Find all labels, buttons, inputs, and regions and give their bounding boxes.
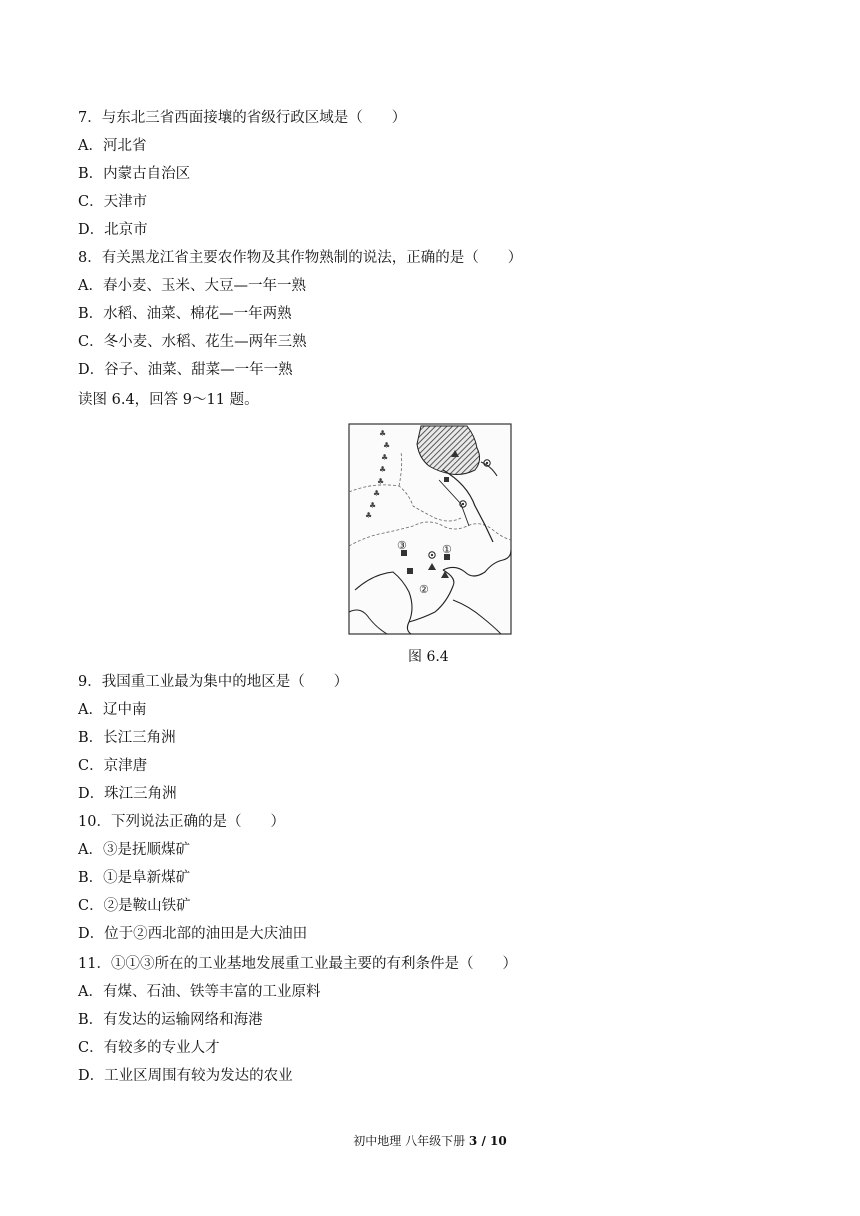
question-11-option-d: D．工业区周围有较为发达的农业	[78, 1068, 293, 1084]
question-7-option-d: D．北京市	[78, 222, 148, 238]
svg-text:♣: ♣	[369, 501, 377, 510]
question-8-option-b: B．水稻、油菜、棉花—一年两熟	[78, 306, 292, 322]
question-11-option-b: B．有发达的运输网络和海港	[78, 1012, 263, 1028]
figure-caption: 图 6.4	[408, 649, 449, 665]
page-footer	[0, 1132, 860, 1150]
label-3: ③	[397, 539, 407, 552]
question-10-option-b: B．①是阜新煤矿	[78, 870, 191, 886]
question-8-option-c: C．冬小麦、水稻、花生—两年三熟	[78, 334, 307, 350]
question-9-option-a: A．辽中南	[78, 702, 147, 718]
instruction-text: 读图 6.4，回答 9～11 题。	[78, 392, 259, 408]
question-8-option-a: A．春小麦、玉米、大豆—一年一熟	[78, 278, 306, 294]
question-9-stem: 9．我国重工业最为集中的地区是（ ）	[78, 674, 349, 690]
label-2: ②	[419, 583, 429, 596]
question-10-stem: 10．下列说法正确的是（ ）	[78, 814, 285, 830]
svg-text:♣: ♣	[379, 465, 387, 474]
question-10-option-c: C．②是鞍山铁矿	[78, 898, 191, 914]
svg-text:♣: ♣	[365, 511, 373, 520]
question-11-option-a: A．有煤、石油、铁等丰富的工业原料	[78, 984, 321, 1000]
question-9-option-b: B．长江三角洲	[78, 730, 176, 746]
svg-text:♣: ♣	[377, 477, 385, 486]
question-9-option-d: D．珠江三角洲	[78, 786, 177, 802]
map-drawing	[343, 422, 515, 638]
question-8-option-d: D．谷子、油菜、甜菜—一年一熟	[78, 362, 293, 378]
question-7-option-b: B．内蒙古自治区	[78, 166, 191, 182]
question-11-option-c: C．有较多的专业人才	[78, 1040, 220, 1056]
label-1: ①	[442, 543, 452, 556]
question-10-option-a: A．③是抚顺煤矿	[78, 842, 190, 858]
question-9-option-c: C．京津唐	[78, 758, 148, 774]
question-7-option-a: A．河北省	[78, 138, 147, 154]
mine-square-2	[407, 568, 413, 574]
svg-text:♣: ♣	[383, 441, 391, 450]
question-7-option-c: C．天津市	[78, 194, 148, 210]
page-number: 3 / 10	[468, 1134, 507, 1148]
footer-text: 初中地理 八年级下册	[353, 1134, 469, 1148]
svg-text:♣: ♣	[373, 489, 381, 498]
question-8-stem: 8．有关黑龙江省主要农作物及其作物熟制的说法，正确的是（ ）	[78, 250, 523, 266]
map-figure	[343, 422, 515, 638]
question-7-stem: 7．与东北三省西面接壤的省级行政区域是（ ）	[78, 110, 407, 126]
question-10-option-d: D．位于②西北部的油田是大庆油田	[78, 926, 308, 942]
svg-text:♣: ♣	[381, 453, 389, 462]
svg-text:♣: ♣	[379, 429, 387, 438]
question-11-stem: 11．①①③所在的工业基地发展重工业最主要的有利条件是（ ）	[78, 956, 517, 972]
